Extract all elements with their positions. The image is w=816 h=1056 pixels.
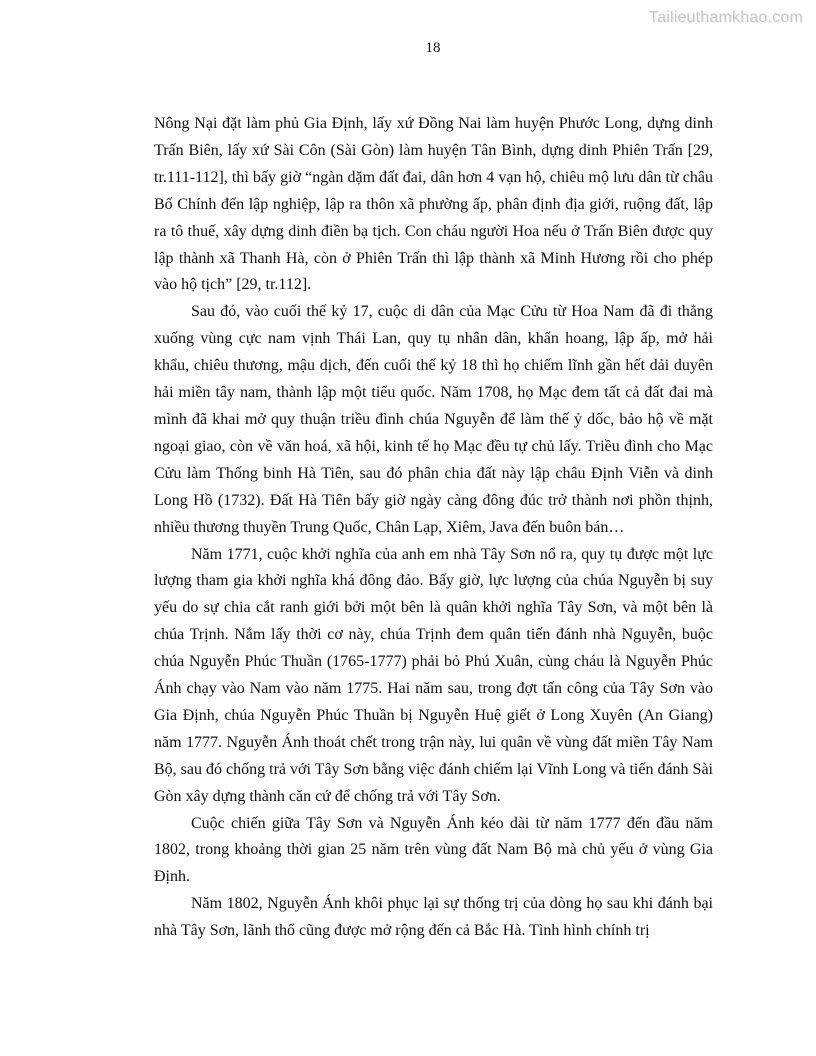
paragraph-gia-dinh-founding: Nông Nại đặt làm phủ Gia Định, lấy xứ Đồng Nai làm huyện Phước Long, dựng dinh Trấn Biên, lấy xứ Sài Côn (Sài Gòn) làm huyện Tân Bình, dựng dinh Phiên Trấn [29, tr.111-112], thì bấy giờ “ngàn dặm đất đai, dân hơn 4 vạn hộ, chiêu mộ lưu dân từ châu Bố Chính đến lập nghiệp, lập ra thôn xã phường ấp, phân định địa giới, ruộng đất, lập ra tô thuế, xây dựng dinh điền bạ tịch. Con cháu người Hoa nếu ở Trấn Biên được quy lập thành xã Thanh Hà, còn ở Phiên Trấn thì lập thành xã Minh Hương rồi cho phép vào hộ tịch” [29, tr.112]. [154, 115, 713, 294]
paragraph-war-duration: Cuộc chiến giữa Tây Sơn và Nguyễn Ánh kéo dài từ năm 1777 đến đầu năm 1802, trong khoảng thời gian 25 năm trên vùng đất Nam Bộ mà chủ yếu ở vùng Gia Định. [154, 814, 713, 886]
watermark-tailieuthamkhao: Tailieuthamkhao.com [648, 9, 803, 26]
page-body [154, 111, 713, 945]
page-number: 18 [425, 40, 441, 56]
paragraph-nguyen-anh-1802: Năm 1802, Nguyễn Ánh khôi phục lại sự thống trị của dòng họ sau khi đánh bại nhà Tây Sơn, lãnh thổ cũng được mở rộng đến cả Bắc Hà. Tình hình chính trị [154, 895, 713, 940]
paragraph-mac-cuu-ha-tien: Sau đó, vào cuối thế kỷ 17, cuộc di dân của Mạc Cửu từ Hoa Nam đã đi thẳng xuống vùng cực nam vịnh Thái Lan, quy tụ nhân dân, khẩn hoang, lập ấp, mở hải khẩu, chiêu thương, mậu dịch, đến cuối thế kỷ 18 thì họ chiếm lĩnh gần hết dải duyên hải miền tây nam, thành lập một tiểu quốc. Năm 1708, họ Mạc đem tất cả đất đai mà mình đã khai mở quy thuận triều đình chúa Nguyễn để làm thế ỷ dốc, bảo hộ về mặt ngoại giao, còn về văn hoá, xã hội, kinh tế họ Mạc đều tự chủ lấy. Triều đình cho Mạc Cửu làm Thống binh Hà Tiên, sau đó phân chia đất này lập châu Định Viễn và dinh Long Hồ (1732). Đất Hà Tiên bấy giờ ngày càng đông đúc trở thành nơi phồn thịnh, nhiều thương thuyền Trung Quốc, Chân Lạp, Xiêm, Java đến buôn bán… [154, 303, 713, 536]
paragraph-tay-son-uprising: Năm 1771, cuộc khởi nghĩa của anh em nhà Tây Sơn nổ ra, quy tụ được một lực lượng tham gia khởi nghĩa khá đông đảo. Bấy giờ, lực lượng của chúa Nguyễn bị suy yếu do sự chia cắt ranh giới bởi một bên là quân khởi nghĩa Tây Sơn, và một bên là chúa Trịnh. Nắm lấy thời cơ này, chúa Trịnh đem quân tiến đánh nhà Nguyễn, buộc chúa Nguyễn Phúc Thuần (1765-1777) phải bỏ Phú Xuân, cùng cháu là Nguyễn Phúc Ánh chạy vào Nam vào năm 1775. Hai năm sau, trong đợt tấn công của Tây Sơn vào Gia Định, chúa Nguyễn Phúc Thuần bị Nguyễn Huệ giết ở Long Xuyên (An Giang) năm 1777. Nguyễn Ánh thoát chết trong trận này, lui quân về vùng đất miền Tây Nam Bộ, sau đó chống trả với Tây Sơn bằng việc đánh chiếm lại Vĩnh Long và tiến đánh Sài Gòn xây dựng thành căn cứ để chống trả với Tây Sơn. [154, 545, 713, 805]
